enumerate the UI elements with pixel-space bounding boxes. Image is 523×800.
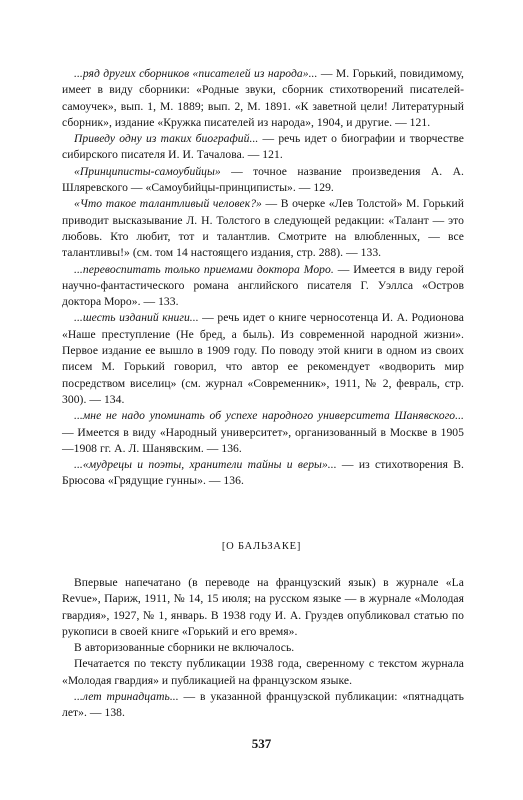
note-item (62, 164, 464, 197)
note-text: — точное название произведения А. А. Шляревского — «Самоубийцы-принциписты». — 129. (62, 164, 464, 195)
balzac-paragraph: В авторизованные сборники не включалось. (74, 641, 295, 655)
note-item (62, 310, 464, 408)
note-text: — речь идет о книге черносотенца И. А. Родионова «Наше преступление (Не бред, а быль). Из современной народной жизни». Первое издание ее вышло в 1909 году. По поводу этой книги в одном из своих писем М. Горький говорил, что автор ее рекомендует «водворить мир посредством виселиц» (см. журнал «Современник», 1911, № 2, февраль, стр. 300). — 134. (62, 311, 464, 406)
section-title: [О БАЛЬЗАКЕ] (221, 541, 302, 552)
note-item (62, 131, 464, 164)
note-quote: «Что такое талантливый человек?» (74, 197, 262, 211)
notes-block (62, 66, 464, 490)
balzac-note (62, 689, 464, 722)
note-item (62, 66, 464, 131)
note-text: — В очерке «Лев Толстой» М. Горький приводит высказывание Л. Н. Толстого в следующей редакции: «Талант — это любовь. Кто любит, тот и талантлив. Смотрите на влюбленных, — все талантливы!» (см. том 14 настоящего издания, стр. 288). — 133. (62, 197, 465, 260)
note-item (62, 408, 464, 457)
note-item (62, 262, 464, 311)
note-text: — Имеется в виду «Народный университет», организованный в Москве в 1905—1908 гг. А. Л. Шанявским. — 136. (62, 425, 464, 455)
note-quote: «Принциписты-самоубийцы» (74, 164, 221, 178)
note-text: — из стихотворения В. Брюсова «Грядущие гунны». — 136. (62, 458, 465, 488)
balzac-note-text: — в указанной французской публикации: «пятнадцать лет». — 138. (62, 690, 464, 720)
note-quote: ...перевоспитать только приемами доктора Моро. (74, 262, 334, 276)
note-text: — речь идет о биографии и творчестве сибирского писателя И. И. Тачалова. — 121. (62, 132, 464, 162)
note-quote: ...ряд других сборников «писателей из народа»... (74, 67, 318, 80)
page-number: 537 (251, 736, 272, 751)
balzac-paragraph: Впервые напечатано (в переводе на французский язык) в журнале «La Revue», Париж, 1911, № 14, 15 июля; на русском языке — в журнале «Молодая гвардия», 1927, № 1, январь. В 1938 году И. А. Груздев опубликовал статью по рукописи в своей книге «Горький и его время». (62, 576, 464, 638)
note-item (62, 457, 464, 490)
balzac-paragraph: Печатается по тексту публикации 1938 года, сверенному с текстом журнала «Молодая гвардия» и публикацией на французском языке. (62, 657, 464, 687)
note-quote: Приведу одну из таких биографий... (74, 132, 259, 146)
balzac-note-quote: ...лет тринадцать... (74, 690, 179, 704)
note-text: — Имеется в виду герой научно-фантастического романа английского писателя Г. Уэллса «Остров доктора Моро». — 133. (62, 262, 464, 309)
note-quote: ...шесть изданий книги... (74, 311, 199, 325)
note-item (62, 196, 464, 261)
balzac-commentary (62, 575, 464, 722)
note-text: — М. Горький, повидимому, имеет в виду сборники: «Родные звуки, сборник стихотворений писателей-самоучек», вып. 1, М. 1889; вып. 2, М. 1891. «К заветной цели! Литературный сборник», издание «Кружка писателей из народа», 1904, и другие. — 121. (62, 67, 465, 129)
note-quote: ...«мудрецы и поэты, хранители тайны и веры»... (74, 458, 337, 472)
note-quote: ...мне не надо упоминать об успехе народного университета Шанявского... (74, 409, 464, 423)
